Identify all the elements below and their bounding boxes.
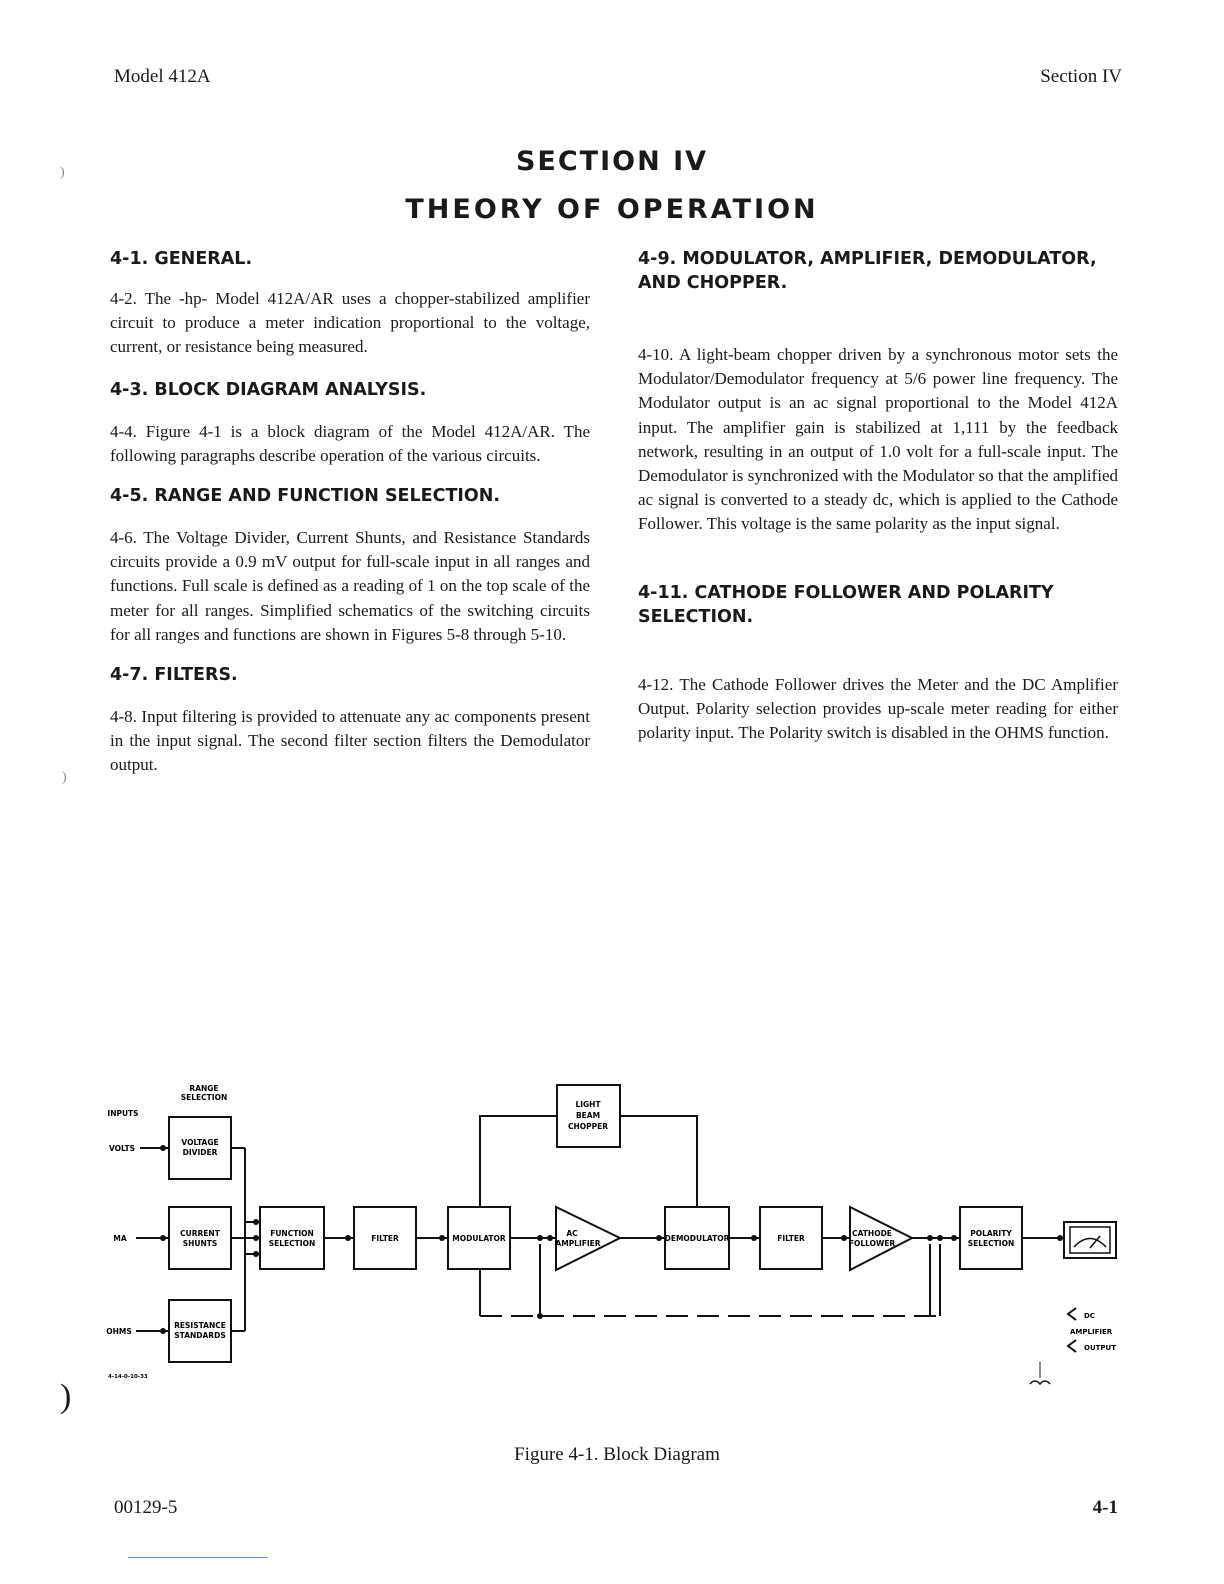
- voltage-divider-label-2: DIVIDER: [182, 1148, 218, 1157]
- heading-4-11: 4-11. CATHODE FOLLOWER AND POLARITY SELECTION.: [638, 582, 1054, 627]
- para-4-4: 4-4. Figure 4-1 is a block diagram of the Model 412A/AR. The following paragraphs describe operation of the various circuits.: [110, 421, 590, 465]
- ac-amplifier-label-1: AC: [566, 1229, 578, 1238]
- volts-label: VOLTS: [108, 1144, 136, 1153]
- light-beam-label-2: BEAM: [575, 1111, 601, 1120]
- ac-amplifier-label-2: AMPLIFIER: [555, 1239, 601, 1248]
- range-selection-label-2: SELECTION: [180, 1093, 228, 1102]
- demodulator-label: DEMODULATOR: [664, 1234, 730, 1243]
- margin-mark: ): [60, 165, 65, 180]
- function-selection-label-2: SELECTION: [268, 1239, 316, 1248]
- heading-4-7: 4-7. FILTERS.: [110, 665, 238, 686]
- dc-output-label-1: DC: [1084, 1312, 1095, 1320]
- dc-output-label-2: AMPLIFIER: [1070, 1328, 1113, 1336]
- cathode-follower-label-2: FOLLOWER: [848, 1239, 896, 1248]
- figure-caption: Figure 4-1. Block Diagram: [514, 1444, 720, 1465]
- para-4-10: 4-10. A light-beam chopper driven by a synchronous motor sets the Modulator/Demodulator frequency at 5/6 power line frequency. The Modulator output is an ac signal proportional to the Model 412A input. The amplifier gain is stabilized at 1,111 by the feedback network, resulting in an output of 1.0 volt for a full-scale input. The Demodulator is synchronized with the Modulator so that the amplified ac signal is converted to a steady dc, which is applied to the Cathode Follower. This voltage is the same polarity as the input signal.: [638, 345, 1118, 534]
- function-selection-label-1: FUNCTION: [270, 1229, 314, 1238]
- header-section: Section IV: [1040, 66, 1122, 87]
- current-shunts-box: [169, 1207, 231, 1269]
- light-beam-label-3: CHOPPER: [567, 1122, 609, 1131]
- polarity-selection-label-1: POLARITY: [970, 1229, 1012, 1238]
- para-4-2: 4-2. The -hp- Model 412A/AR uses a chopper-stabilized amplifier circuit to produce a meter indication proportional to the voltage, current, or resistance being measured.: [110, 289, 590, 357]
- ohms-label: OHMS: [106, 1327, 132, 1336]
- heading-4-9: 4-9. MODULATOR, AMPLIFIER, DEMODULATOR, AND CHOPPER.: [638, 249, 1097, 293]
- current-shunts-label-2: SHUNTS: [182, 1239, 218, 1248]
- section-title: THEORY OF OPERATION: [405, 194, 819, 225]
- filter-2-label: FILTER: [777, 1234, 805, 1243]
- footer-doc-number: 00129-5: [114, 1497, 178, 1518]
- resistance-standards-label-2: STANDARDS: [174, 1331, 226, 1340]
- margin-mark: ): [60, 1378, 72, 1415]
- ground-icon: [1030, 1381, 1050, 1384]
- ma-label: MA: [113, 1234, 127, 1243]
- footer-page-number: 4-1: [1092, 1497, 1118, 1518]
- section-number: SECTION IV: [515, 146, 709, 177]
- para-4-12: 4-12. The Cathode Follower drives the Meter and the DC Amplifier Output. Polarity selection provides up-scale meter reading for either polarity input. The Polarity switch is disabled in the OHMS function.: [638, 674, 1118, 743]
- polarity-selection-box: [960, 1207, 1022, 1269]
- drawing-number: 4-14-0-10-33: [108, 1374, 148, 1380]
- filter-1-label: FILTER: [371, 1234, 399, 1243]
- modulator-label: MODULATOR: [452, 1234, 506, 1243]
- para-4-6: 4-6. The Voltage Divider, Current Shunts, and Resistance Standards circuits provide a 0.9 mV output for full-scale input in all ranges and functions. Full scale is defined as a reading of 1 on the top scale of the meter for all ranges. Simplified schematics of the switching circuits for all ranges and functions are shown in Figures 5-8 through 5-10.: [110, 528, 590, 644]
- polarity-selection-label-2: SELECTION: [967, 1239, 1015, 1248]
- function-selection-box: [260, 1207, 324, 1269]
- resistance-standards-label-1: RESISTANCE: [174, 1321, 226, 1330]
- light-beam-label-1: LIGHT: [575, 1100, 601, 1109]
- range-selection-label-1: RANGE: [189, 1084, 219, 1093]
- heading-4-3: 4-3. BLOCK DIAGRAM ANALYSIS.: [110, 379, 427, 400]
- footer-rule: [128, 1557, 268, 1558]
- current-shunts-label-1: CURRENT: [180, 1229, 220, 1238]
- inputs-label: INPUTS: [107, 1109, 139, 1118]
- para-4-8: 4-8. Input filtering is provided to attenuate any ac components present in the input signal. The second filter section filters the Demodulator output.: [110, 707, 590, 775]
- margin-mark: ): [62, 770, 67, 785]
- header-model: Model 412A: [114, 66, 211, 87]
- dc-output-label-3: OUTPUT: [1084, 1344, 1116, 1352]
- heading-4-1: 4-1. GENERAL.: [110, 249, 253, 269]
- heading-4-5: 4-5. RANGE AND FUNCTION SELECTION.: [110, 486, 501, 507]
- voltage-divider-label-1: VOLTAGE: [181, 1138, 219, 1147]
- cathode-follower-label-1: CATHODE: [852, 1229, 892, 1238]
